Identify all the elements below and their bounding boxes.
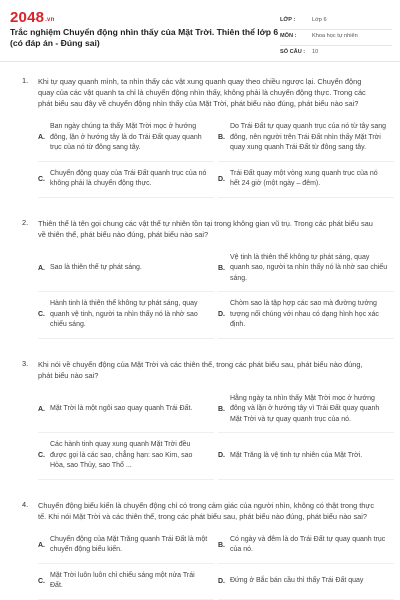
option-letter: C.: [38, 175, 45, 183]
option-d[interactable]: [218, 433, 394, 480]
quiz-meta: [280, 14, 392, 62]
site-logo[interactable]: [10, 9, 54, 26]
option-text: Chuyển động quay của Trái Đất quanh trục của nó không phải là chuyển động thực.: [50, 169, 207, 187]
option-text: Mặt Trăng là vệ tinh tự nhiên của Mặt Trời.: [230, 451, 363, 459]
option-text: Hằng ngày ta nhìn thấy Mặt Trời mọc ở hướng đông và lặn ở hướng tây vì Trái Đất quay quanh Mặt Trời và tự quay quanh trục của nó.: [230, 394, 380, 423]
option-text: Mặt Trời là một ngôi sao quay quanh Trái Đất.: [50, 405, 193, 412]
option-text: Mặt Trời luôn luôn chỉ chiếu sáng một nửa Trái Đất.: [50, 571, 195, 589]
option-text: Có ngày và đêm là do Trái Đất tự quay quanh trục của nó.: [230, 535, 386, 553]
meta-value: Khoa học tự nhiên: [312, 33, 358, 39]
meta-row-subject: [280, 30, 392, 46]
option-letter: A.: [38, 541, 45, 549]
option-letter: B.: [218, 541, 225, 549]
question-number: 1.: [22, 76, 29, 85]
option-b[interactable]: [218, 246, 394, 293]
option-letter: A.: [38, 264, 45, 272]
option-d[interactable]: [218, 292, 394, 339]
option-letter: A.: [38, 405, 45, 413]
option-c[interactable]: [38, 162, 214, 198]
question-text: Thiên thể là tên gọi chung các vật thể tự nhiên tồn tại trong không gian vũ trụ. Trong các phát biểu sau về thiên thể, phát biểu nào đúng, phát biểu nào sai?: [38, 218, 373, 239]
question-3: [22, 359, 378, 480]
page-title: Trắc nghiệm Chuyển động nhìn thấy của Mặt Trời. Thiên thể lớp 6 (có đáp án - Đúng sai): [10, 27, 279, 48]
meta-label: LỚP :: [280, 17, 296, 23]
meta-value: 10: [312, 49, 319, 55]
question-2: [22, 217, 388, 339]
question-options: [38, 246, 388, 339]
option-a[interactable]: [38, 387, 214, 434]
meta-label: SỐ CÂU :: [280, 49, 306, 55]
option-letter: D.: [218, 175, 225, 183]
question-text: Khi tự quay quanh mình, ta nhìn thấy các vật xung quanh quay theo chiều ngược lại. Chuyển động quay của các vật quanh ta chỉ là chuyển động nhìn thấy, không phải là chuyển động thực. Trong các phát biểu sau đây về chuyển động nhìn thấy của Mặt Trời, phát biểu nào đúng, phát biểu nào sai?: [38, 77, 366, 108]
option-a[interactable]: [38, 528, 214, 564]
logo-domain: .vn: [45, 17, 55, 23]
option-text: Hành tinh là thiên thể không tự phát sáng, quay quanh vệ tinh, người ta nhìn thấy nó là nhờ sao chiếu sáng.: [50, 300, 198, 328]
option-text: Các hành tinh quay xung quanh Mặt Trời đều được gọi là các sao, chẳng hạn: sao Kim, sao Hỏa, sao Thủy, sao Thổ ...: [50, 441, 193, 469]
meta-row-class: [280, 14, 392, 30]
option-letter: C.: [38, 311, 45, 319]
question-number: 4.: [22, 499, 29, 509]
question-options: [38, 115, 387, 198]
option-b[interactable]: [218, 115, 394, 162]
option-text: Sao là thiên thể tự phát sáng.: [50, 264, 142, 271]
option-c[interactable]: [38, 433, 214, 480]
option-text: Do Trái Đất tự quay quanh trục của nó từ tây sang đông, nên người trên Trái Đất nhìn thấy Mặt Trời quay xung quanh Trái Đất từ đông sang tây.: [230, 123, 387, 151]
option-text: Chòm sao là tập hợp các sao mà đường tưởng tượng nối chúng với nhau có dạng hình học xác định.: [230, 300, 379, 328]
option-c[interactable]: [38, 564, 214, 600]
question-text: Khi nói về chuyển động của Mặt Trời và các thiên thể, trong các phát biểu sau, phát biểu nào đúng, phát biểu nào sai?: [38, 359, 363, 380]
option-b[interactable]: [218, 387, 394, 434]
question-options: [38, 387, 378, 480]
question-number: 2.: [22, 217, 29, 227]
option-letter: C.: [38, 577, 45, 585]
option-text: Đứng ở Bắc bán cầu thì thấy Trái Đất quay: [230, 576, 364, 584]
option-text: Vệ tinh là thiên thể không tự phát sáng, quay quanh sao, người ta nhìn thấy nó là nhờ sao chiếu sáng.: [230, 253, 388, 282]
question-options: [38, 528, 386, 600]
meta-label: MÔN :: [280, 33, 297, 39]
question-text: Chuyển động biểu kiến là chuyển động chỉ có trong cảm giác của người nhìn, không có thật trong thực tế. Khi nói Mặt Trời và các thiên thể, trong các phát biểu sau, phát biểu nào đúng, phát biểu nào sai?: [38, 500, 375, 521]
option-letter: D.: [218, 452, 225, 460]
option-b[interactable]: [218, 528, 394, 564]
page-header: [0, 0, 400, 62]
option-letter: D.: [218, 311, 225, 319]
option-letter: B.: [218, 405, 225, 413]
option-text: Chuyển động của Mặt Trăng quanh Trái Đất là một chuyển động biểu kiến.: [50, 535, 208, 553]
option-text: Ban ngày chúng ta thấy Mặt Trời mọc ở hướng đông, lặn ở hướng tây là do Trái Đất quay quanh trục của nó từ đông sang tây.: [50, 123, 202, 151]
option-letter: B.: [218, 134, 225, 142]
question-number: 3.: [22, 358, 29, 368]
option-letter: B.: [218, 264, 225, 272]
option-letter: D.: [218, 577, 225, 585]
option-a[interactable]: [38, 115, 214, 162]
option-d[interactable]: [218, 162, 394, 198]
option-letter: C.: [38, 452, 45, 460]
option-c[interactable]: [38, 292, 214, 339]
meta-value: Lớp 6: [312, 17, 327, 23]
question-1: [22, 76, 387, 198]
meta-row-count: [280, 46, 392, 62]
question-list: [0, 76, 400, 600]
question-4: [22, 499, 386, 600]
option-a[interactable]: [38, 246, 214, 293]
option-d[interactable]: [218, 564, 394, 600]
option-letter: A.: [38, 134, 45, 142]
logo-text: 2048: [10, 9, 45, 26]
option-text: Trái Đất quay một vòng xung quanh trục của nó hết 24 giờ (một ngày – đêm).: [230, 169, 378, 187]
